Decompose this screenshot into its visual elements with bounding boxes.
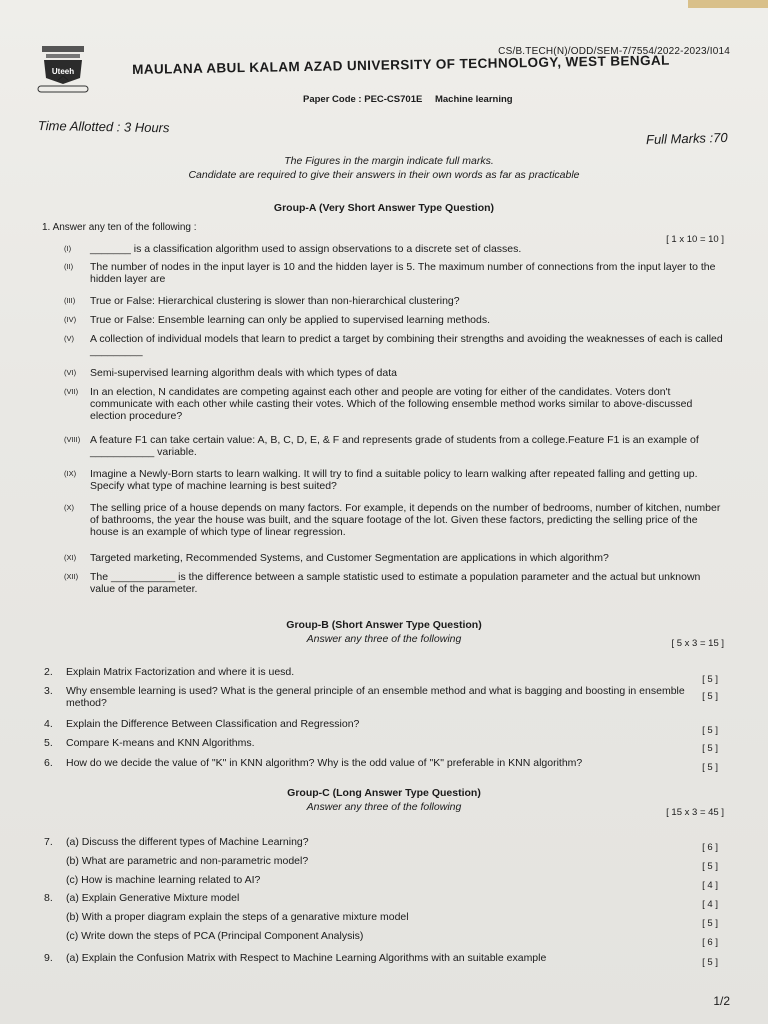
item-number: (VI) <box>64 368 77 377</box>
subject-name: Machine learning <box>434 94 513 105</box>
instructions <box>0 154 768 182</box>
group-c-instruction: Answer any three of the following <box>306 801 462 813</box>
question-row <box>44 892 704 904</box>
full-marks: Full Marks :70 <box>646 129 729 148</box>
question-number: 3. <box>44 685 53 697</box>
question-marks: [ 5 ] <box>702 674 718 685</box>
question-row <box>44 911 704 923</box>
list-item <box>64 502 724 538</box>
item-number: (I) <box>64 244 72 253</box>
question-row <box>44 855 704 867</box>
list-item <box>64 243 724 255</box>
question-marks: [ 5 ] <box>702 957 718 968</box>
list-item <box>64 314 724 326</box>
item-number: (VII) <box>64 387 79 396</box>
logo-text: Uteeh <box>51 67 75 76</box>
question-number: 7. <box>44 836 53 848</box>
question-text: (b) What are parametric and non-parametric model? <box>66 855 309 867</box>
question-row <box>44 757 704 769</box>
question-number: 6. <box>44 757 53 769</box>
question-text: Compare K-means and KNN Algorithms. <box>66 737 255 749</box>
question-marks: [ 5 ] <box>702 861 718 872</box>
item-number: (III) <box>64 296 76 305</box>
list-item <box>64 434 724 458</box>
university-name: MAULANA ABUL KALAM AZAD UNIVERSITY OF TECHNOLOGY, WEST BENGAL <box>132 52 670 77</box>
question-text: Why ensemble learning is used? What is the general principle of an ensemble method and what is bagging and boosting in ensemble method? <box>66 685 685 709</box>
item-text: Targeted marketing, Recommended Systems, and Customer Segmentation are applications in which algorithm? <box>90 552 609 564</box>
question-marks: [ 4 ] <box>702 899 718 910</box>
list-item <box>64 571 724 595</box>
question-text: (a) Explain the Confusion Matrix with Respect to Machine Learning Algorithms with an suitable example <box>66 952 547 964</box>
question-marks: [ 5 ] <box>702 725 718 736</box>
question-row <box>44 666 704 678</box>
question-row <box>44 836 704 848</box>
group-b-marks: [ 5 x 3 = 15 ] <box>671 638 724 649</box>
paper-reference-code: CS/B.TECH(N)/ODD/SEM-7/7554/2022-2023/I014 <box>498 46 730 57</box>
group-b-title: Group-B (Short Answer Type Question) <box>286 619 482 631</box>
item-text: The selling price of a house depends on many factors. For example, it depends on the number of bedrooms, number of kitchen, number of bathrooms, the year the house was built, and the square footage of the lot. Given these factors, predicting the selling price of the house is an example of which type of linear regression. <box>90 502 721 538</box>
item-number: (XI) <box>64 553 77 562</box>
question-text: How do we decide the value of "K" in KNN algorithm? Why is the odd value of "K" preferable in KNN algorithm? <box>66 757 583 769</box>
item-text: Imagine a Newly-Born starts to learn walking. It will try to find a suitable policy to learn walking after repeated falling and getting up. Specify what type of machine learning is best suited? <box>90 468 698 492</box>
item-text: A collection of individual models that learn to predict a target by combining their strengths and avoiding the weaknesses of each is called _________ <box>90 333 723 357</box>
question-text: (a) Discuss the different types of Machine Learning? <box>66 836 309 848</box>
paper-code: Paper Code : PEC-CS701E <box>303 94 423 105</box>
time-allotted: Time Allotted : 3 Hours <box>37 118 170 136</box>
question-1-label: 1. Answer any ten of the following : <box>42 222 197 233</box>
group-b-instruction: Answer any three of the following <box>306 633 462 645</box>
question-text: Explain the Difference Between Classification and Regression? <box>66 718 360 730</box>
question-marks: [ 5 ] <box>702 743 718 754</box>
instruction-2: Candidate are required to give their answers in their own words as far as practicable <box>188 169 580 181</box>
item-number: (IX) <box>64 469 77 478</box>
question-marks: [ 5 ] <box>702 762 718 773</box>
university-logo-icon <box>34 44 92 94</box>
question-row <box>44 952 704 964</box>
page-number: 1/2 <box>713 994 730 1008</box>
question-marks: [ 5 ] <box>702 918 718 929</box>
question-row <box>44 737 704 749</box>
question-text: (b) With a proper diagram explain the steps of a genarative mixture model <box>66 911 409 923</box>
group-a-marks: [ 1 x 10 = 10 ] <box>666 234 724 245</box>
item-text: True or False: Ensemble learning can only be applied to supervised learning methods. <box>90 314 491 326</box>
item-text: True or False: Hierarchical clustering is slower than non-hierarchical clustering? <box>90 295 460 307</box>
question-text: Explain Matrix Factorization and where it is uesd. <box>66 666 295 678</box>
question-text: (c) How is machine learning related to AI? <box>66 874 261 886</box>
question-row <box>44 930 704 942</box>
question-text: (c) Write down the steps of PCA (Principal Component Analysis) <box>66 930 364 942</box>
item-text: In an election, N candidates are competing against each other and people are voting for either of the candidates. Voters don't communicate with each other while casting their votes. Which of the following ensemble method works similar to above-discussed election procedure? <box>90 386 693 422</box>
question-row <box>44 685 704 709</box>
item-number: (X) <box>64 503 74 512</box>
question-row <box>44 874 704 886</box>
item-number: (XII) <box>64 572 79 581</box>
group-c-marks: [ 15 x 3 = 45 ] <box>666 807 724 818</box>
question-number: 4. <box>44 718 53 730</box>
question-number: 2. <box>44 666 53 678</box>
item-number: (IV) <box>64 315 77 324</box>
paper-edge <box>688 0 768 8</box>
list-item <box>64 367 724 379</box>
item-number: (VIII) <box>64 435 81 444</box>
item-number: (V) <box>64 334 74 343</box>
paper-code-line <box>303 94 523 105</box>
question-marks: [ 4 ] <box>702 880 718 891</box>
question-row <box>44 718 704 730</box>
question-number: 5. <box>44 737 53 749</box>
group-c-title: Group-C (Long Answer Type Question) <box>287 787 481 799</box>
list-item <box>64 552 724 564</box>
list-item <box>64 468 724 492</box>
item-text: The number of nodes in the input layer is 10 and the hidden layer is 5. The maximum number of connections from the input layer to the hidden layer are <box>90 261 716 285</box>
list-item <box>64 386 724 422</box>
list-item <box>64 261 724 285</box>
question-number: 8. <box>44 892 53 904</box>
list-item <box>64 333 724 357</box>
question-marks: [ 6 ] <box>702 937 718 948</box>
instruction-1: The Figures in the margin indicate full marks. <box>284 155 494 167</box>
item-number: (II) <box>64 262 74 271</box>
item-text: A feature F1 can take certain value: A, B, C, D, E, & F and represents grade of students from a college.Feature F1 is an example of ___________ variable. <box>90 434 699 458</box>
item-text: _______ is a classification algorithm used to assign observations to a discrete set of classes. <box>90 243 522 255</box>
question-marks: [ 5 ] <box>702 691 718 702</box>
group-a-title: Group-A (Very Short Answer Type Question) <box>273 202 495 214</box>
question-text: (a) Explain Generative Mixture model <box>66 892 240 904</box>
question-marks: [ 6 ] <box>702 842 718 853</box>
question-number: 9. <box>44 952 53 964</box>
item-text: The ___________ is the difference between a sample statistic used to estimate a population parameter and the actual but unknown value of the parameter. <box>90 571 701 595</box>
list-item <box>64 295 724 307</box>
item-text: Semi-supervised learning algorithm deals with which types of data <box>90 367 397 379</box>
